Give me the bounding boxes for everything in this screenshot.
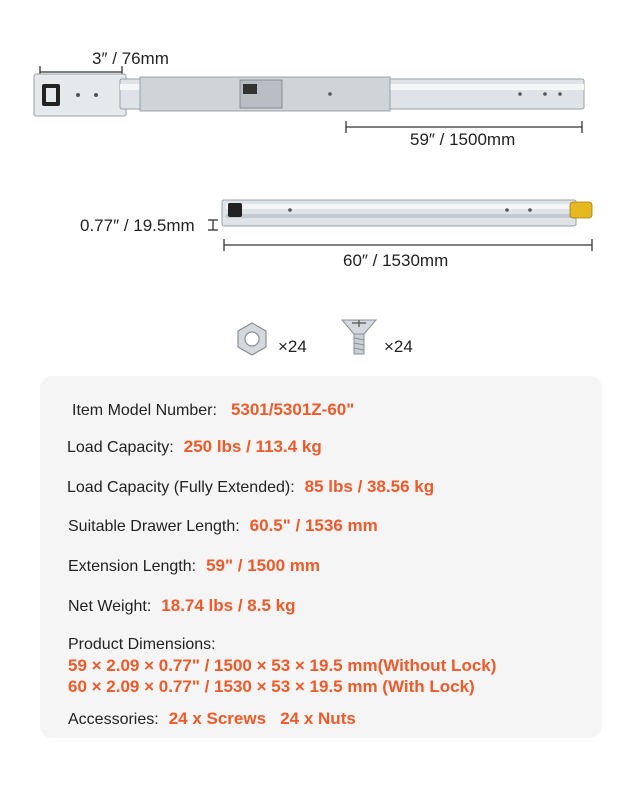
spec-load-extended <box>67 477 434 497</box>
spec-load-label: Load Capacity: <box>67 439 174 456</box>
spec-drawer-length-value: 60.5" / 1536 mm <box>249 516 378 535</box>
screw-quantity: ×24 <box>384 337 413 356</box>
spec-accessories-value: 24 x Screws 24 x Nuts <box>168 709 356 728</box>
spec-accessories <box>68 709 356 729</box>
nut-quantity: ×24 <box>278 337 307 356</box>
spec-extension-length-label: Extension Length: <box>68 558 197 575</box>
total-length-label: 60″ / 1530mm <box>343 251 449 270</box>
spec-load-value: 250 lbs / 113.4 kg <box>183 437 322 456</box>
spec-load-extended-value: 85 lbs / 38.56 kg <box>304 477 435 496</box>
spec-accessories-label: Accessories: <box>68 711 159 728</box>
spec-drawer-length-label: Suitable Drawer Length: <box>68 518 240 535</box>
closed-width-label: 3″ / 76mm <box>92 49 169 68</box>
spec-dimensions-line2: 60 × 2.09 × 0.77" / 1530 × 53 × 19.5 mm (With Lock) <box>68 677 475 696</box>
screw-icon <box>342 320 376 354</box>
hex-nut-icon <box>238 323 266 355</box>
spec-net-weight-label: Net Weight: <box>68 598 152 615</box>
spec-load-extended-label: Load Capacity (Fully Extended): <box>67 479 295 496</box>
spec-net-weight-value: 18.74 lbs / 8.5 kg <box>161 596 296 615</box>
thickness-label: 0.77″ / 19.5mm <box>80 216 195 235</box>
spec-net-weight <box>68 596 296 616</box>
spec-model-label: Item Model Number: <box>72 402 217 419</box>
extension-label: 59″ / 1500mm <box>410 130 516 149</box>
spec-dimensions-label: Product Dimensions: <box>68 636 216 653</box>
spec-card <box>40 376 602 738</box>
spec-model <box>72 400 354 420</box>
spec-dimensions-line1: 59 × 2.09 × 0.77" / 1500 × 53 × 19.5 mm(Without Lock) <box>68 656 497 675</box>
spec-drawer-length <box>68 516 378 536</box>
spec-model-value: 5301/5301Z-60" <box>230 400 355 419</box>
spec-extension-length-value: 59" / 1500 mm <box>206 556 321 575</box>
spec-extension-length <box>68 556 320 576</box>
spec-load <box>67 437 322 457</box>
